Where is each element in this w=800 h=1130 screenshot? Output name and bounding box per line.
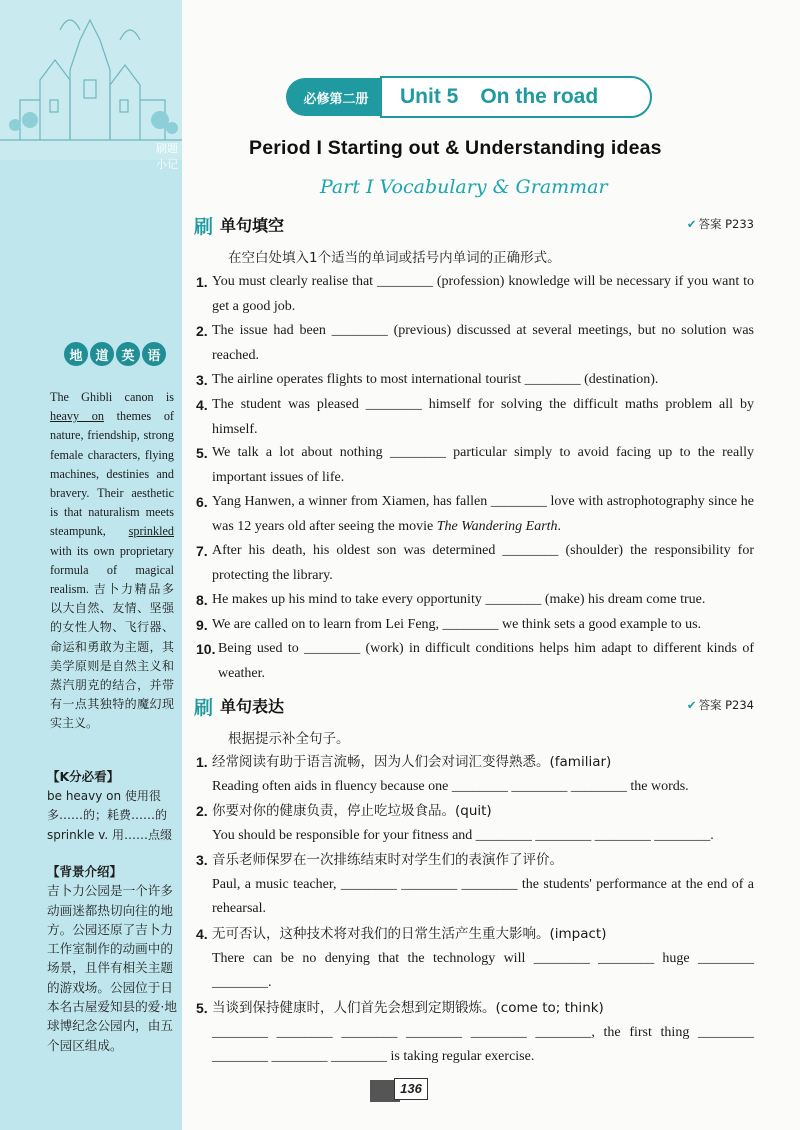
check-icon: ✔ [686,217,697,231]
question-item: 3. 音乐老师保罗在一次排练结束时对学生们的表演作了评价。 Paul, a music teacher, ________ ________ ________ the students' performance at the end of a rehearsal. [196,848,754,922]
question-text: The student was pleased ________ himself for solving the difficult maths problem all by himself. [212,397,754,437]
sidebar-passage [50,388,174,734]
period-title: Period I Starting out & Understanding ideas [249,137,662,159]
question-item: 8. He makes up his mind to take every opportunity ________ (make) his dream come true. [196,588,754,613]
question-cn: 当谈到保持健康时，人们首先会想到定期锻炼。(come to; think) [212,1000,604,1016]
question-en: You should be responsible for your fitness and ________ ________ ________ ________. [212,827,714,843]
question-item: 4. 无可否认，这种技术将对我们的日常生活产生重大影响。(impact) There can be no denying that the technology will ________ ________ huge ________ ________. [196,922,754,996]
heading-char: 英 [116,342,140,366]
question-cn: 无可否认，这种技术将对我们的日常生活产生重大影响。(impact) [212,926,607,942]
question-item: 10. Being used to ________ (work) in difficult conditions helps him adapt to different kinds of weather. [196,637,754,686]
unit-number: Unit 5 [400,85,459,108]
question-text: You must clearly realise that ________ (profession) knowledge will be necessary if you want to get a good job. [212,274,754,314]
question-text: Being used to ________ (work) in difficult conditions helps him adapt to different kinds of weather. [218,641,754,681]
notes-label: 刷题小记 [156,142,178,171]
heading-char: 道 [90,342,114,366]
question-text: Yang Hanwen, a winner from Xiamen, has fallen ________ love with astrophotography since he was 12 years old after seeing the movie The Wandering Earth. [212,494,754,534]
brush-mark: 刷 [194,216,214,238]
authentic-english-heading [64,342,166,366]
question-en: Paul, a music teacher, ________ ________ ________ the students' performance at the end of a rehearsal. [212,876,754,916]
book-tag: 必修第二册 [286,78,386,116]
passage-en: The Ghibli canon is [50,390,174,404]
question-text: After his death, his oldest son was determined ________ (shoulder) the responsibility for protecting the library. [212,543,754,583]
question-cn: 音乐老师保罗在一次排练结束时对学生们的表演作了评价。 [212,852,563,868]
question-item: 5. 当谈到保持健康时，人们首先会想到定期锻炼。(come to; think) ________ ________ ________ ________ ________ ________, the first thing ________ ________ ________ ________ is taking regular exercise. [196,996,754,1070]
passage-phrase: heavy on [50,409,104,424]
passage-en: with its own proprietary formula of magical realism. [50,543,174,597]
section-instruction: 根据提示补全句子。 [228,731,350,747]
question-item: 7. After his death, his oldest son was determined ________ (shoulder) the responsibility for protecting the library. [196,539,754,588]
answer-ref: ✔ 答案 P234 [686,698,754,712]
part-title: Part I Vocabulary & Grammar [320,176,608,198]
page-number [370,1074,430,1104]
unit-title-box [380,76,652,118]
sidebar [0,0,182,1130]
background-intro [47,862,177,1055]
question-text: We are called on to learn from Lei Feng, ________ we think sets a good example to us. [212,617,702,632]
question-text: The issue had been ________ (previous) discussed at several meetings, but no solution was reached. [212,323,754,363]
section-complete-sentence-heading [194,693,754,717]
passage-phrase: sprinkled [128,524,174,539]
question-item: 5. We talk a lot about nothing ________ particular simply to avoid facing up to the really important issues of life. [196,441,754,490]
k-title: 【K分必看】 [47,769,120,784]
section-instruction: 在空白处填入1个适当的单词或括号内单词的正确形式。 [228,250,561,266]
check-icon: ✔ [686,698,697,712]
brush-mark: 刷 [194,697,214,719]
question-item: 3. The airline operates flights to most international tourist ________ (destination). [196,368,754,393]
page-number-text: 136 [394,1078,428,1100]
unit-title: On the road [480,85,599,108]
question-en: ________ ________ ________ ________ ________ ________, the first thing ________ ________ ________ ________ is taking regular exercise. [212,1024,754,1064]
question-item: 1. 经常阅读有助于语言流畅，因为人们会对词汇变得熟悉。(familiar) Reading often aids in fluency because one ________ ________ ________ the words. [196,750,754,799]
question-text: He makes up his mind to take every opportunity ________ (make) his dream come true. [212,592,706,607]
section-fill-blank-heading [194,212,754,236]
question-en: Reading often aids in fluency because one ________ ________ ________ the words. [212,778,689,794]
castle-illustration [0,0,182,160]
k-line: sprinkle v. 用……点缀 [47,827,173,842]
question-item: 4. The student was pleased ________ himself for solving the difficult maths problem all by himself. [196,393,754,442]
bg-title: 【背景介绍】 [47,864,123,879]
question-cn: 你要对你的健康负责，停止吃垃圾食品。(quit) [212,803,492,819]
question-item: 9. We are called on to learn from Lei Feng, ________ we think sets a good example to us. [196,613,754,638]
question-item: 2. 你要对你的健康负责，停止吃垃圾食品。(quit) You should be responsible for your fitness and ________ ________ ________ ________. [196,799,754,848]
passage-en: themes of nature, friendship, strong female characters, flying machines, destinies and bravery. Their aesthetic is that naturalism meets steampunk, [50,409,174,539]
k-notes [47,767,177,845]
question-text: We talk a lot about nothing ________ particular simply to avoid facing up to the really important issues of life. [212,445,754,485]
question-text: The airline operates flights to most international tourist ________ (destination). [212,372,659,387]
question-item: 2. The issue had been ________ (previous) discussed at several meetings, but no solution was reached. [196,319,754,368]
unit-header [286,76,656,120]
bg-text: 吉卜力公园是一个许多动画迷都热切向往的地方。公园还原了吉卜力工作室制作的动画中的场景，且伴有相关主题的游戏场。公园位于日本名古屋爱知县的爱·地球博纪念公园内，由五个园区组成。 [47,883,177,1053]
heading-char: 语 [142,342,166,366]
heading-char: 地 [64,342,88,366]
question-cn: 经常阅读有助于语言流畅，因为人们会对词汇变得熟悉。(familiar) [212,754,612,770]
k-line: be heavy on 使用很多……的；耗费……的 [47,788,168,822]
section-title: 单句表达 [220,697,285,716]
question-en: There can be no denying that the technology will ________ ________ huge ________ ________. [212,950,754,990]
section-title: 单句填空 [220,216,285,235]
question-item: 1. You must clearly realise that ________ (profession) knowledge will be necessary if you want to get a good job. [196,270,754,319]
answer-ref: ✔ 答案 P233 [686,217,754,231]
question-item: 6. Yang Hanwen, a winner from Xiamen, has fallen ________ love with astrophotography since he was 12 years old after seeing the movie The Wandering Earth. [196,490,754,539]
passage-cn: 吉卜力精品多以大自然、友情、坚强的女性人物、飞行器、命运和勇敢为主题，其美学原则是自然主义和蒸汽朋克的结合，并带有一点其独特的魔幻现实主义。 [50,582,174,731]
